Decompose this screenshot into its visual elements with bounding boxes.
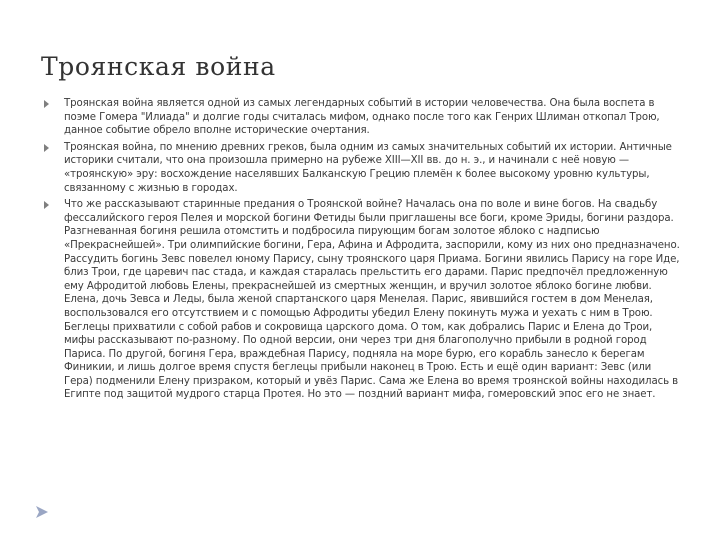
bullet-item-2 bbox=[44, 141, 680, 195]
triangle-bullet-icon bbox=[44, 201, 49, 209]
nav-arrow-icon[interactable] bbox=[34, 504, 50, 520]
bullet-item-3 bbox=[44, 198, 680, 402]
bullet-text-1: Троянская война является одной из самых легендарных событий в истории человечества. Она была воспета в поэме Гомера "Илиада" и долгие годы считалась мифом, однако после того как Генрих Шлиман откопал Трою, данное событие обрело вполне исторические очертания. bbox=[64, 98, 660, 137]
triangle-bullet-icon bbox=[44, 144, 49, 152]
bullet-text-2: Троянская война, по мнению древних греков, была одним из самых значительных событий их истории. Античные историки считали, что она произошла примерно на рубеже XIII—XII вв. до н. э., и начинали с неё новую — «троянскую» эру: восхождение населявших Балканскую Грецию племён к более высокому уровню культуры, связанному с жизнью в городах. bbox=[64, 141, 672, 194]
bullet-list bbox=[44, 97, 680, 405]
slide-title: Троянская война bbox=[41, 52, 276, 81]
triangle-bullet-icon bbox=[44, 100, 49, 108]
bullet-text-3: Что же рассказывают старинные предания о Троянской войне? Началась она по воле и вине богов. На свадьбу фессалийского героя Пелея и морской богини Фетиды были приглашены все боги, кроме Эриды, богини раздора. Разгневанная богиня решила отомстить и подбросила пирующим богам золотое яблоко с надписью «Прекраснейшей». Три олимпийские богини, Гера, Афина и Афродита, заспорили, кому из них оно предназначено. Рассудить богинь Зевс повелел юному Парису, сыну троянского царя Приама. Богини явились Парису на горе Иде, близ Трои, где царевич пас стада, и каждая старалась прельстить его дарами. Парис предпочёл предложенную ему Афродитой любовь Елены, прекраснейшей из смертных женщин, и вручил золотое яблоко богине любви. Елена, дочь Зевса и Леды, была женой спартанского царя Менелая. Парис, явившийся гостем в дом Менелая, воспользовался его отсутствием и с помощью Афродиты убедил Елену покинуть мужа и уехать с ним в Трою. Беглецы прихватили с собой рабов и сокровища царского дома. О том, как добрались Парис и Елена до Трои, мифы рассказывают по-разному. По одной версии, они через три дня благополучно прибыли в родной город Париса. По другой, богиня Гера, враждебная Парису, подняла на море бурю, его корабль занесло к берегам Финикии, и лишь долгое время спустя беглецы прибыли наконец в Трою. Есть и ещё один вариант: Зевс (или Гера) подменили Елену призраком, который и увёз Парис. Сама же Елена во время троянской войны находилась в Египте под защитой мудрого старца Протея. Но это — поздний вариант мифа, гомеровский эпос его не знает. bbox=[64, 199, 680, 401]
bullet-item-1 bbox=[44, 97, 680, 138]
